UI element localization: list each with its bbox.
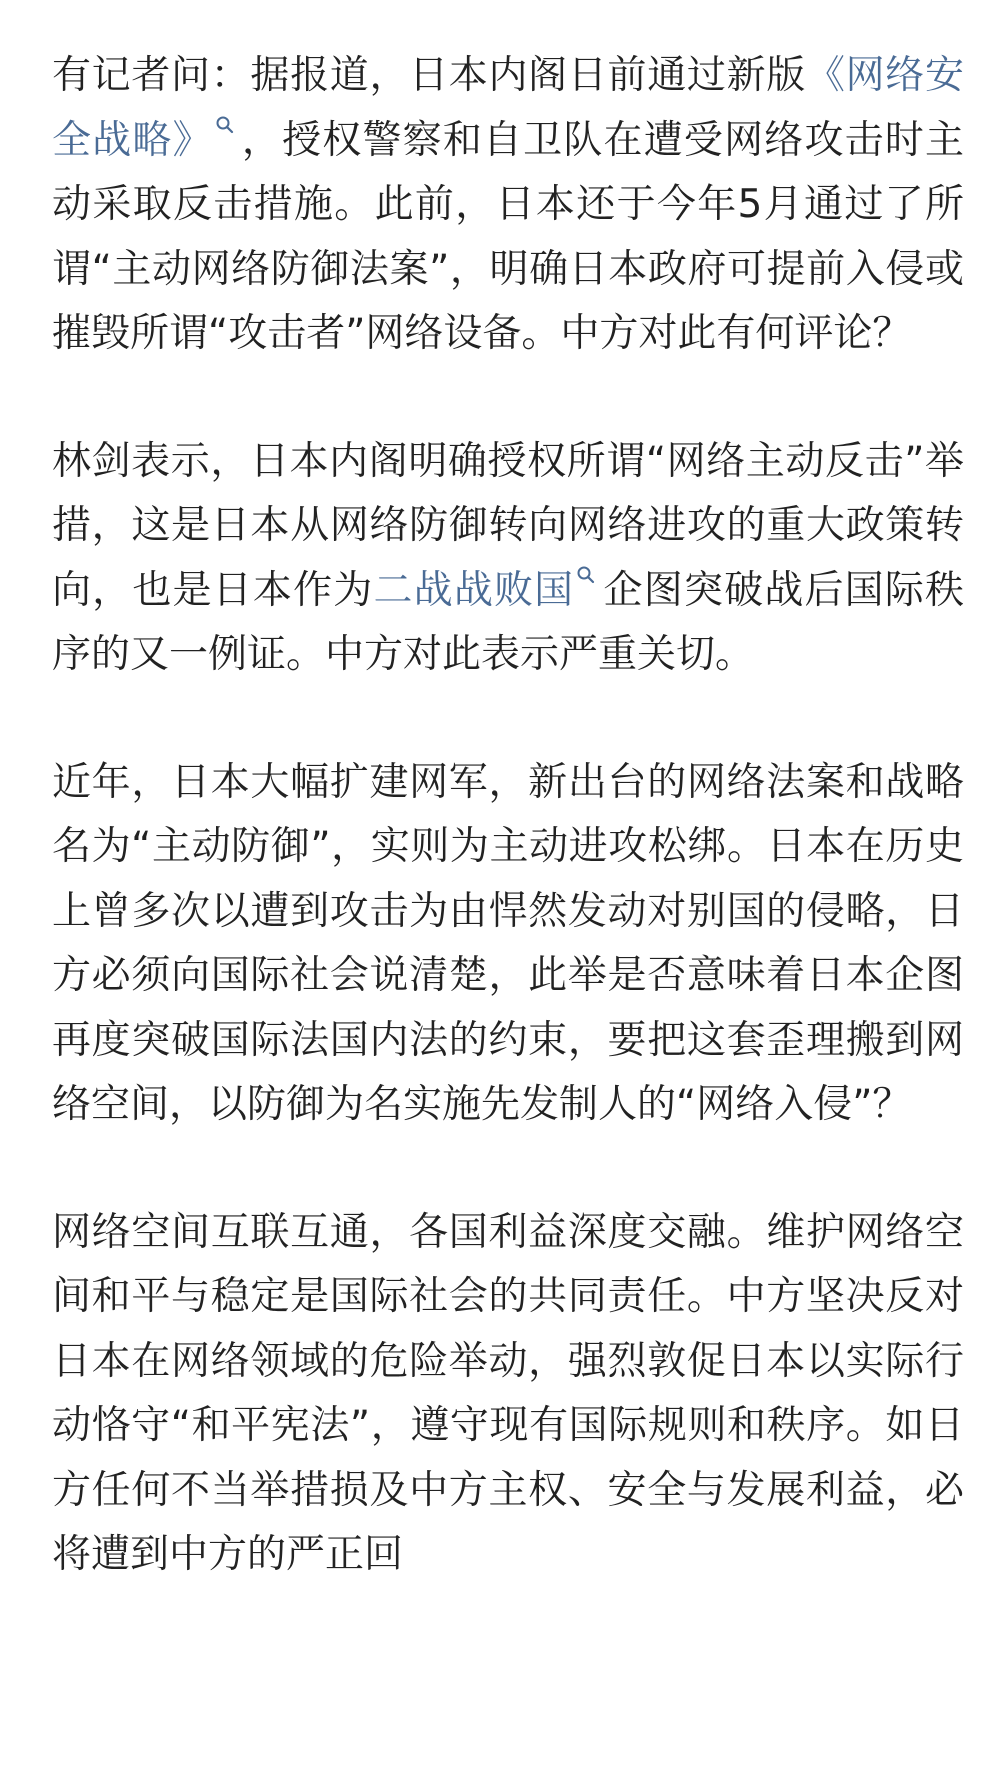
article-body (52, 44, 964, 1588)
paragraph-text: 企图突破战后国际秩序的又一例证。中方对此表示严重关切。 (52, 567, 964, 677)
search-icon[interactable] (576, 559, 598, 589)
article-paragraph (52, 751, 964, 1138)
ww2-defeated-nation-link[interactable]: 二战战败国 (373, 567, 575, 613)
paragraph-text: 网络空间互联互通，各国利益深度交融。维护网络空间和平与稳定是国际社会的共同责任。中方坚决反对日本在网络领域的危险举动，强烈敦促日本以实际行动恪守“和平宪法”，遵守现有国际规则和秩序。如日方任何不当举措损及中方主权、安全与发展利益，必将遭到中方的严正回 (52, 1209, 964, 1577)
paragraph-text: 林剑表示，日本内阁明确授权所谓“网络主动反击”举措，这是日本从网络防御转向网络进攻的重大政策转向，也是日本作为 (52, 438, 964, 613)
article-paragraph (52, 44, 964, 367)
cybersecurity-strategy-link[interactable]: 《网络安全战略》 (52, 53, 964, 163)
paragraph-text: ，授权警察和自卫队在遭受网络攻击时主动采取反击措施。此前，日本还于今年5月通过了所谓“主动网络防御法案”，明确日本政府可提前入侵或摧毁所谓“攻击者”网络设备。中方对此有何评论？ (52, 117, 964, 356)
article-paragraph (52, 430, 964, 688)
paragraph-text: 有记者问：据报道，日本内阁日前通过新版 (52, 53, 806, 98)
article-paragraph (52, 1201, 964, 1588)
paragraph-text: 近年，日本大幅扩建网军，新出台的网络法案和战略名为“主动防御”，实则为主动进攻松绑。日本在历史上曾多次以遭到攻击为由悍然发动对别国的侵略，日方必须向国际社会说清楚，此举是否意味着日本企图再度突破国际法国内法的约束，要把这套歪理搬到网络空间，以防御为名实施先发制人的“网络入侵”？ (52, 759, 964, 1127)
search-icon[interactable] (215, 109, 237, 139)
